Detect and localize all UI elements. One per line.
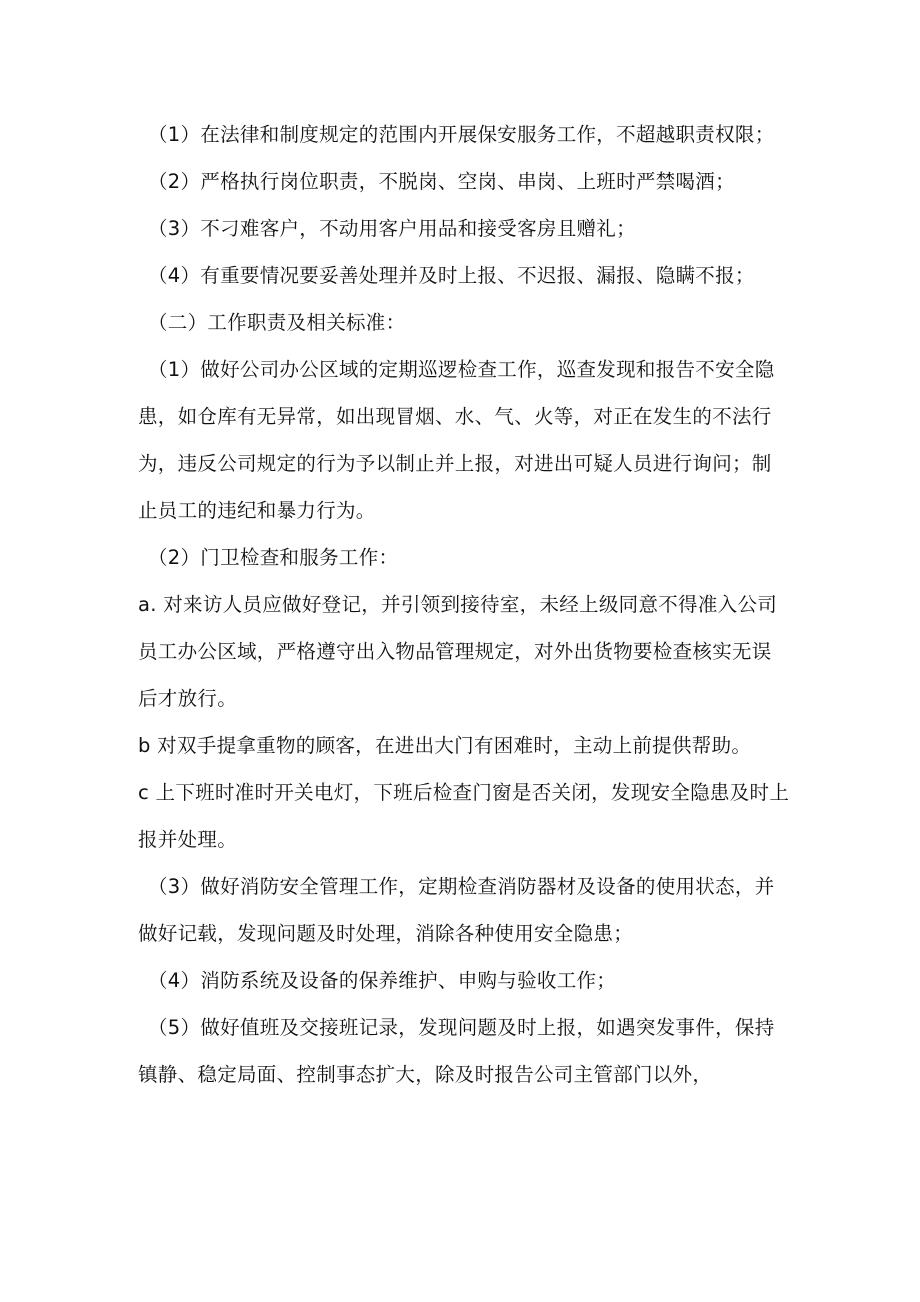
paragraph-item-a: a. 对来访人员应做好登记，并引领到接待室，未经上级同意不得准入公司员工办公区域，严格遵守出入物品管理规定，对外出货物要检查核实无误后才放行。 xyxy=(138,593,778,710)
paragraph-item-c: c 上下班时准时开关电灯，下班后检查门窗是否关闭，发现安全隐患及时上报并处理。 xyxy=(138,781,790,851)
paragraph-duty-records: （5）做好值班及交接班记录，发现问题及时上报，如遇突发事件，保持镇静、稳定局面、控制事态扩大，除及时报告公司主管部门以外， xyxy=(138,1016,775,1086)
paragraph-fire-safety: （3）做好消防安全管理工作，定期检查消防器材及设备的使用状态，并做好记载，发现问题及时处理，消除各种使用安全隐患； xyxy=(138,875,775,945)
paragraph-item-4: （4）有重要情况要妥善处理并及时上报、不迟报、漏报、隐瞒不报； xyxy=(148,264,755,287)
paragraph-item-2: （2）严格执行岗位职责，不脱岗、空岗、串岗、上班时严禁喝酒； xyxy=(148,170,735,193)
paragraph-gate-heading: （2）门卫检查和服务工作： xyxy=(148,546,399,569)
document-body xyxy=(138,111,790,1098)
paragraph-item-b: b 对双手提拿重物的顾客，在进出大门有困难时，主动上前提供帮助。 xyxy=(138,734,752,757)
paragraph-item-1: （1）在法律和制度规定的范围内开展保安服务工作，不超越职责权限； xyxy=(148,123,775,146)
paragraph-item-3: （3）不刁难客户，不动用客户用品和接受客房且赠礼； xyxy=(148,217,636,240)
paragraph-maintenance: （4）消防系统及设备的保养维护、申购与验收工作； xyxy=(148,969,617,992)
paragraph-patrol: （1）做好公司办公区域的定期巡逻检查工作，巡查发现和报告不安全隐患，如仓库有无异常，如出现冒烟、水、气、火等，对正在发生的不法行为，违反公司规定的行为予以制止并上报，对进出可疑人员进行询问；制止员工的违纪和暴力行为。 xyxy=(138,358,775,522)
section-heading-duties: （二）工作职责及相关标准： xyxy=(148,311,406,334)
